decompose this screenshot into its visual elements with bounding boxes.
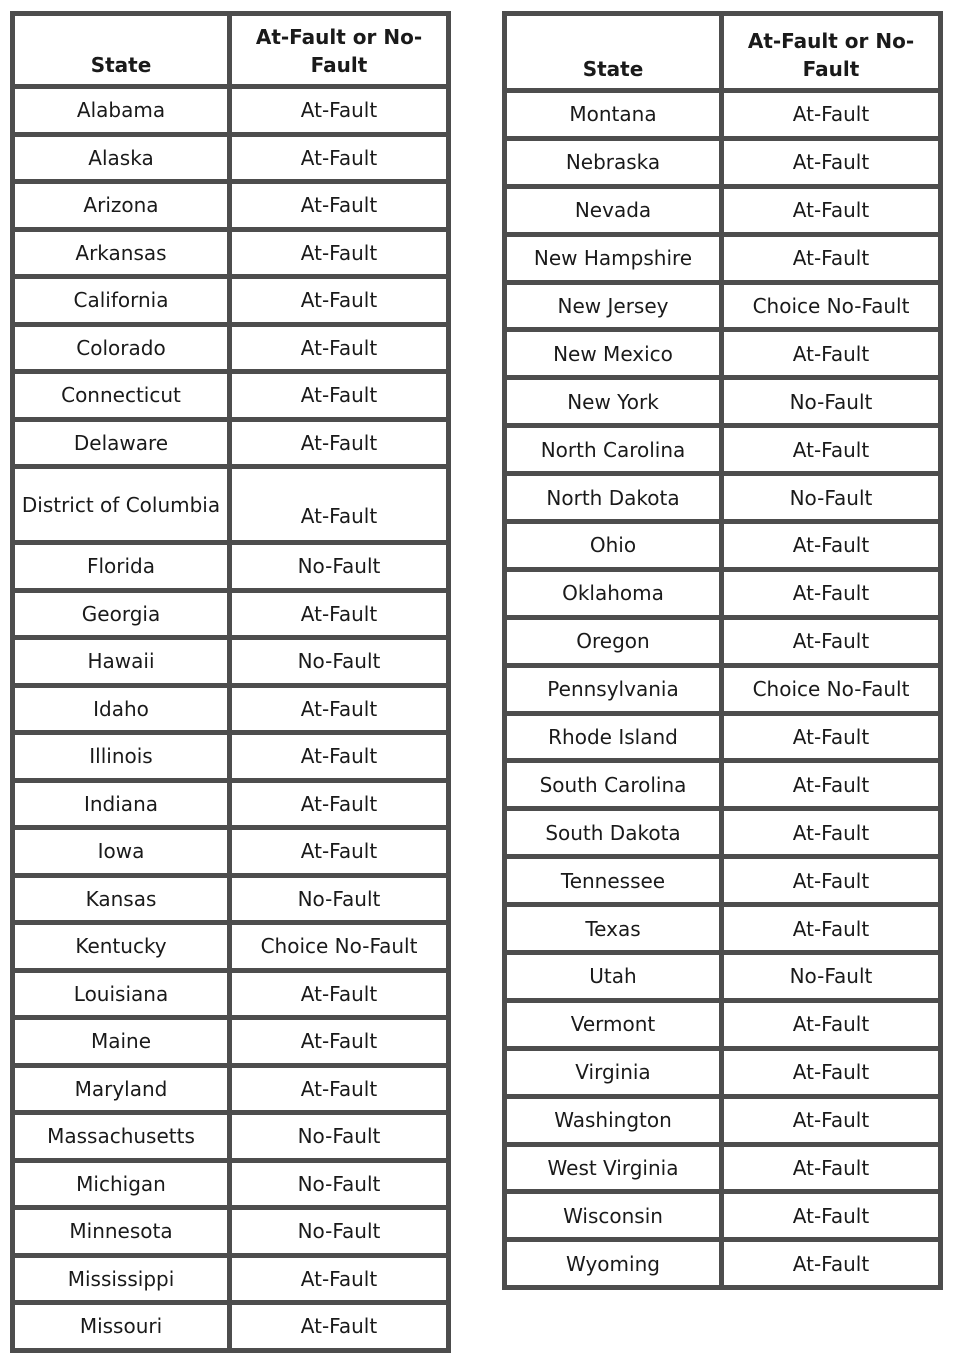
fault-cell: Choice No-Fault [724,668,938,711]
table-row [15,688,446,731]
state-cell: West Virginia [507,1147,719,1190]
table-row [507,1099,938,1142]
state-cell: Illinois [15,735,227,778]
fault-cell: At-Fault [232,973,446,1016]
state-cell: Wyoming [507,1242,719,1285]
state-cell: Pennsylvania [507,668,719,711]
fault-column-header: At-Fault or No-Fault [724,16,938,88]
state-cell: Virginia [507,1051,719,1094]
fault-cell: At-Fault [724,1003,938,1046]
table-row [15,422,446,465]
fault-cell: At-Fault [232,279,446,322]
state-cell: Alaska [15,137,227,180]
table-row [507,572,938,615]
table-row [507,332,938,375]
state-cell: Michigan [15,1163,227,1206]
table-row [15,279,446,322]
table-row [15,1258,446,1301]
table-row [507,1003,938,1046]
fault-cell: At-Fault [232,1068,446,1111]
table-row [507,141,938,184]
table-row [507,428,938,471]
header-row [507,16,938,88]
state-cell: Maryland [15,1068,227,1111]
state-cell: Idaho [15,688,227,731]
fault-cell: At-Fault [232,469,446,540]
table-row [507,668,938,711]
table-row [507,285,938,328]
fault-cell: No-Fault [724,380,938,423]
fault-cell: At-Fault [724,1051,938,1094]
state-cell: Delaware [15,422,227,465]
table-row [507,93,938,136]
state-cell: Hawaii [15,640,227,683]
state-cell: Nebraska [507,141,719,184]
state-cell: Utah [507,955,719,998]
state-cell: Ohio [507,524,719,567]
state-cell: Georgia [15,593,227,636]
table-row [507,1242,938,1285]
state-cell: Tennessee [507,859,719,902]
table-row [15,735,446,778]
state-cell: Missouri [15,1305,227,1348]
state-cell: Mississippi [15,1258,227,1301]
state-cell: Iowa [15,830,227,873]
table-row [15,640,446,683]
table-row [507,763,938,806]
state-cell: Colorado [15,327,227,370]
table-row [507,955,938,998]
state-cell: New Mexico [507,332,719,375]
state-cell: Nevada [507,189,719,232]
state-cell: North Carolina [507,428,719,471]
fault-cell: At-Fault [724,1194,938,1237]
fault-cell: At-Fault [232,593,446,636]
table-row [15,830,446,873]
fault-cell: At-Fault [724,93,938,136]
state-cell: California [15,279,227,322]
fault-cell: At-Fault [724,1242,938,1285]
fault-cell: At-Fault [232,783,446,826]
table-row [15,469,446,540]
fault-table-left [10,11,451,1353]
fault-cell: No-Fault [232,1210,446,1253]
table-row [15,783,446,826]
fault-cell: At-Fault [724,811,938,854]
state-column-header: State [507,16,719,88]
table-row [15,1305,446,1348]
fault-cell: At-Fault [724,859,938,902]
fault-cell: At-Fault [232,137,446,180]
fault-cell: At-Fault [724,1147,938,1190]
fault-cell: At-Fault [232,374,446,417]
state-cell: Oklahoma [507,572,719,615]
table-row [15,545,446,588]
fault-cell: No-Fault [232,878,446,921]
fault-cell: At-Fault [232,184,446,227]
fault-cell: At-Fault [724,428,938,471]
table-row [507,859,938,902]
state-cell: Connecticut [15,374,227,417]
table-row [507,524,938,567]
fault-cell: No-Fault [232,1163,446,1206]
state-cell: North Dakota [507,476,719,519]
state-cell: Texas [507,907,719,950]
table-row [507,476,938,519]
state-cell: Maine [15,1020,227,1063]
state-cell: Oregon [507,620,719,663]
fault-cell: Choice No-Fault [232,925,446,968]
table-row [507,620,938,663]
table-row [15,1068,446,1111]
table-row [507,237,938,280]
state-cell: South Dakota [507,811,719,854]
table-row [15,232,446,275]
fault-cell: At-Fault [724,1099,938,1142]
fault-table-right [502,11,943,1290]
state-cell: District of Columbia [15,469,227,540]
table-row [15,1115,446,1158]
fault-cell: At-Fault [724,141,938,184]
state-cell: Louisiana [15,973,227,1016]
state-cell: Kentucky [15,925,227,968]
fault-cell: No-Fault [724,955,938,998]
state-cell: Alabama [15,89,227,132]
table-row [507,1147,938,1190]
fault-cell: At-Fault [724,907,938,950]
fault-cell: At-Fault [232,232,446,275]
table-row [15,327,446,370]
state-cell: Massachusetts [15,1115,227,1158]
table-row [15,1210,446,1253]
fault-cell: At-Fault [232,422,446,465]
table-row [15,925,446,968]
table-row [15,593,446,636]
fault-cell: At-Fault [232,830,446,873]
fault-cell: At-Fault [232,89,446,132]
table-row [15,973,446,1016]
state-cell: Washington [507,1099,719,1142]
fault-cell: At-Fault [232,1305,446,1348]
fault-cell: At-Fault [724,332,938,375]
state-cell: South Carolina [507,763,719,806]
fault-cell: At-Fault [724,763,938,806]
state-cell: Montana [507,93,719,136]
fault-cell: At-Fault [724,524,938,567]
table-row [15,1163,446,1206]
fault-cell: No-Fault [724,476,938,519]
table-row [507,907,938,950]
table-row [507,380,938,423]
state-cell: New Hampshire [507,237,719,280]
fault-cell: At-Fault [232,1258,446,1301]
table-row [507,716,938,759]
fault-cell: No-Fault [232,545,446,588]
table-row [507,1194,938,1237]
table-row [507,189,938,232]
state-cell: Kansas [15,878,227,921]
table-row [15,374,446,417]
table-row [15,184,446,227]
state-cell: Arkansas [15,232,227,275]
fault-cell: No-Fault [232,640,446,683]
state-cell: New York [507,380,719,423]
header-row [15,16,446,84]
fault-cell: At-Fault [724,620,938,663]
fault-cell: At-Fault [232,1020,446,1063]
fault-cell: No-Fault [232,1115,446,1158]
table-row [507,811,938,854]
state-cell: Wisconsin [507,1194,719,1237]
fault-column-header: At-Fault or No-Fault [232,16,446,84]
state-cell: New Jersey [507,285,719,328]
state-column-header: State [15,16,227,84]
fault-cell: At-Fault [724,237,938,280]
state-cell: Indiana [15,783,227,826]
state-cell: Rhode Island [507,716,719,759]
state-cell: Arizona [15,184,227,227]
table-row [15,1020,446,1063]
state-cell: Vermont [507,1003,719,1046]
fault-cell: Choice No-Fault [724,285,938,328]
table-row [15,137,446,180]
fault-cell: At-Fault [232,735,446,778]
table-row [15,878,446,921]
fault-cell: At-Fault [724,572,938,615]
state-cell: Florida [15,545,227,588]
fault-cell: At-Fault [724,189,938,232]
fault-cell: At-Fault [724,716,938,759]
fault-cell: At-Fault [232,327,446,370]
table-row [507,1051,938,1094]
state-cell: Minnesota [15,1210,227,1253]
table-row [15,89,446,132]
fault-cell: At-Fault [232,688,446,731]
